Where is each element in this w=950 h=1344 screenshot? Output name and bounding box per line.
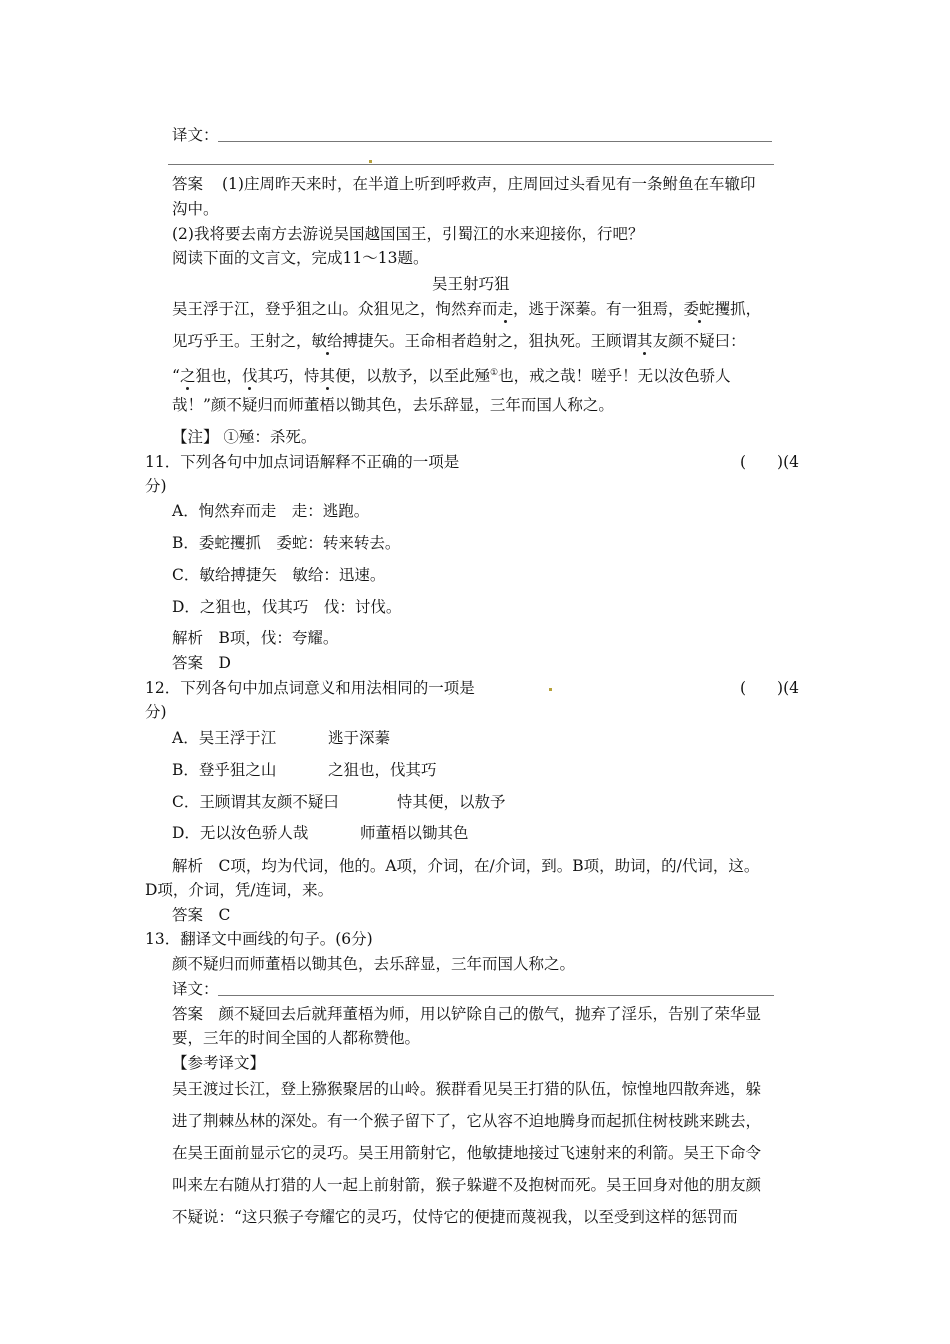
analysis: D项，介词，凭/连词，来。 (145, 881, 334, 899)
emphasis-word: 之 (179, 367, 196, 386)
answer-text: 答案 颜不疑回去后就拜董梧为师，用以铲除自己的傲气，抛弃了淫乐，告别了荣华显 (172, 1005, 762, 1023)
option-a-pair: 逃于深蓁 (328, 729, 391, 747)
answer: 答案 C (172, 906, 231, 924)
question-score: 分) (145, 477, 167, 495)
analysis: 解析 C项，均为代词，他的。A项，介词，在/介词，到。B项，助词，的/代词，这。 (172, 857, 760, 875)
emphasis-word: 委蛇 (683, 300, 715, 318)
answer-label: 答案 (172, 175, 204, 193)
translate-label: 译文： (172, 980, 219, 998)
answer: 答案 D (172, 654, 231, 672)
answer-text: 要，三年的时间全国的人都称赞他。 (172, 1029, 421, 1047)
option-d: D．之狙也，伐其巧 伐：讨伐。 (172, 598, 402, 616)
question-score: 分) (145, 703, 167, 721)
question-score: ( )(4 (740, 679, 800, 697)
answer-blank-line (168, 164, 774, 165)
footnote-marker: ① (490, 368, 499, 378)
emphasis-word: 伐 (241, 367, 258, 386)
answer-text: 沟中。 (172, 200, 219, 218)
option-b: B．委蛇攫抓 委蛇：转来转去。 (172, 534, 401, 552)
option-d-pair: 师董梧以锄其色 (360, 824, 469, 842)
reference-heading: 【参考译文】 (172, 1054, 266, 1072)
passage-line: “之狙也，伐其巧，恃其便，以敖予，以至此殛①也，戒之哉！嗟乎！无以汝色骄人 (172, 367, 731, 386)
option-c: C．敏给搏捷矢 敏给：迅速。 (172, 566, 386, 584)
answer-text: (1)庄周昨天来时，在半道上听到呼救声，庄周回过头看见有一条鲋鱼在车辙印 (222, 175, 756, 193)
translate-label: 译文： (172, 126, 219, 144)
analysis: 解析 B项，伐：夸耀。 (172, 629, 339, 647)
emphasis-word: 其 (319, 367, 336, 386)
option-d: D．无以汝色骄人哉 (172, 824, 309, 842)
option-c: C．王顾谓其友颜不疑曰 (172, 793, 339, 811)
option-a: A．恂然弃而走 走：逃跑。 (172, 502, 370, 520)
passage-line: 哉！”颜不疑归而师董梧以锄其色，去乐辞显，三年而国人称之。 (172, 396, 614, 414)
reference-line: 叫来左右随从打猎的人一起上前射箭，猴子躲避不及抱树而死。吴王回身对他的朋友颜 (172, 1176, 762, 1194)
scan-dot (369, 160, 372, 163)
underlined-sentence: 颜不疑归而师董梧以锄其色，去乐辞显，三年而国人称之。 (172, 955, 576, 973)
passage-line: 吴王浮于江，登乎狙之山。众狙见之，恂然弃而走，逃于深蓁。有一狙焉，委蛇攫抓， (172, 300, 762, 318)
option-a: A．吴王浮于江 (172, 729, 277, 747)
option-b-pair: 之狙也，伐其巧 (328, 761, 437, 779)
reference-line: 不疑说：“这只猴子夸耀它的灵巧，仗恃它的便捷而蔑视我，以至受到这样的惩罚而 (172, 1208, 738, 1226)
answer-text: (2)我将要去南方去游说吴国越国国王，引蜀江的水来迎接你，行吧？ (172, 225, 644, 243)
option-c-pair: 恃其便，以敖予 (397, 793, 506, 811)
answer-blank-line (218, 141, 772, 142)
answer-blank-line (218, 995, 774, 996)
option-b: B．登乎狙之山 (172, 761, 277, 779)
passage-title: 吴王射巧狙 (432, 275, 510, 293)
question-stem: 12．下列各句中加点词意义和用法相同的一项是 (145, 679, 475, 697)
reference-line: 进了荆棘丛林的深处。有一个猴子留下了，它从容不迫地腾身而起抓住树枝跳来跳去， (172, 1112, 762, 1130)
scan-dot (549, 688, 552, 691)
reference-line: 吴王渡过长江，登上猕猴聚居的山岭。猴群看见吴王打猎的队伍，惊惶地四散奔逃，躲 (172, 1080, 762, 1098)
passage-line: 见巧乎王。王射之，敏给搏捷矢。王命相者趋射之，狙执死。王顾谓其友颜不疑曰： (172, 332, 746, 350)
emphasis-word: 其 (637, 332, 653, 350)
reference-line: 在吴王面前显示它的灵巧。吴王用箭射它，他敏捷地接过飞速射来的利箭。吴王下命令 (172, 1144, 762, 1162)
emphasis-word: 敏给 (311, 332, 343, 350)
question-stem: 13．翻译文中画线的句子。(6分) (145, 930, 373, 948)
question-stem: 11．下列各句中加点词语解释不正确的一项是 (145, 453, 460, 471)
question-score: ( )(4 (740, 453, 800, 471)
reading-instruction: 阅读下面的文言文，完成11～13题。 (172, 249, 429, 267)
footnote: 【注】 ①殛：杀死。 (172, 428, 317, 446)
emphasis-word: 走 (497, 300, 514, 318)
